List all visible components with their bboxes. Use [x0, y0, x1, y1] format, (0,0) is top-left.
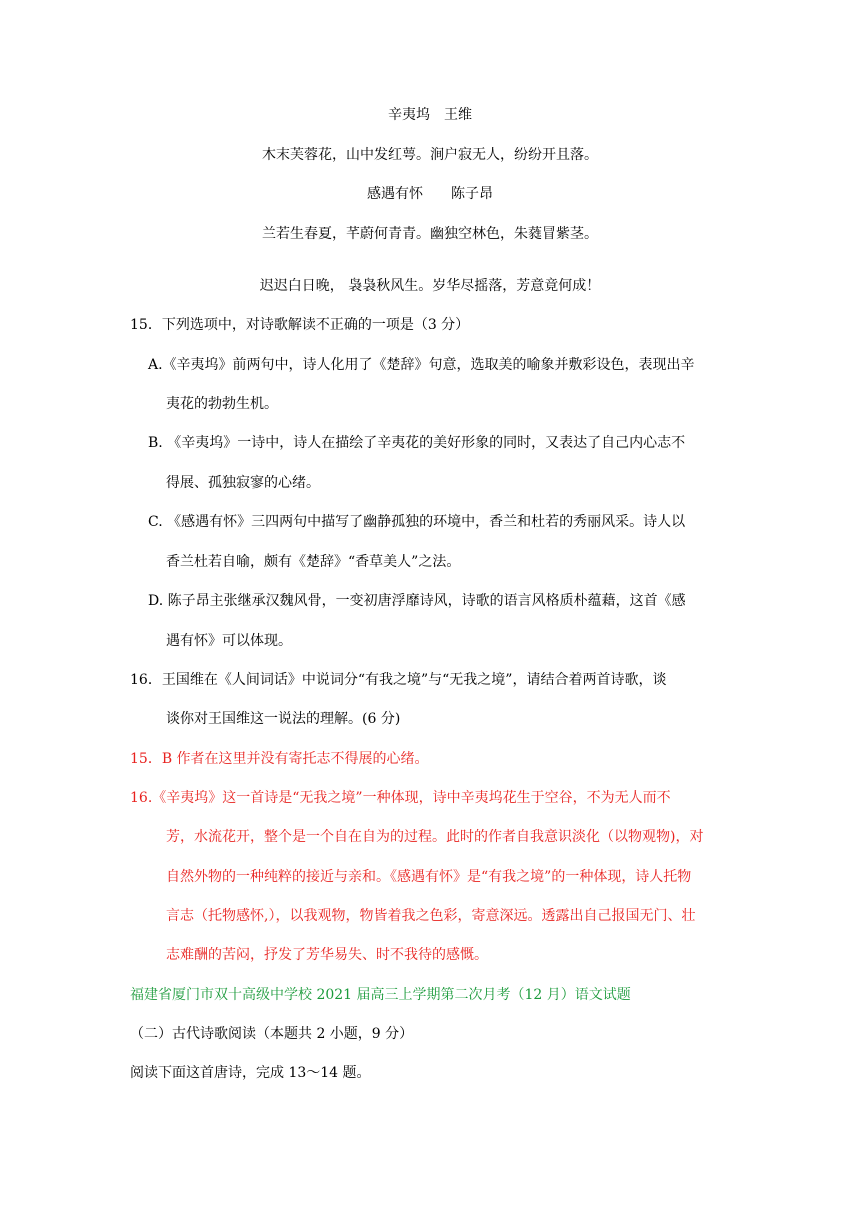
section-heading: （二）古代诗歌阅读（本题共 2 小题，9 分）: [130, 1026, 414, 1042]
reading-instruction: 阅读下面这首唐诗，完成 13～14 题。: [130, 1065, 371, 1081]
q15-option-c-1: C. 《感遇有怀》三四两句中描写了幽静孤独的环境中，香兰和杜若的秀丽风采。诗人以: [148, 514, 686, 530]
source-title: 福建省厦门市双十高级中学校 2021 届高三上学期第二次月考（12 月）语文试题: [130, 987, 631, 1003]
poem2-line1: 兰若生春夏，芊蔚何青青。幽独空林色，朱蕤冒紫茎。: [262, 226, 598, 242]
q15-option-b-2: 得展、孤独寂寥的心绪。: [166, 475, 320, 491]
q15-option-a-2: 夷花的勃勃生机。: [166, 396, 278, 412]
q16-stem-1: 16．王国维在《人间词话》中说词分“有我之境”与“无我之境”，请结合着两首诗歌，谈: [130, 672, 667, 688]
answer-15: 15．B 作者在这里并没有寄托志不得展的心绪。: [130, 751, 429, 767]
answer-16-line-2: 芳，水流花开，整个是一个自在自为的过程。此时的作者自我意识淡化（以物观物)，对: [166, 829, 704, 845]
q16-stem-2: 谈你对王国维这一说法的理解。(6 分): [166, 711, 401, 727]
answer-16-line-5: 志难酬的苦闷，抒发了芳华易失、时不我待的感慨。: [166, 947, 488, 963]
q15-option-d-1: D. 陈子昂主张继承汉魏风骨，一变初唐浮靡诗风，诗歌的语言风格质朴蕴藉，这首《感: [148, 593, 686, 609]
answer-16-line-3: 自然外物的一种纯粹的接近与亲和。《感遇有怀》是“有我之境”的一种体现，诗人托物: [166, 869, 692, 885]
poem1-line: 木末芙蓉花，山中发红萼。涧户寂无人，纷纷开且落。: [262, 147, 598, 163]
q15-option-a-1: A.《辛夷坞》前两句中，诗人化用了《楚辞》句意，选取美的喻象并敷彩设色，表现出辛: [148, 357, 695, 373]
q15-stem: 15．下列选项中，对诗歌解读不正确的一项是（3 分）: [130, 317, 470, 333]
poem2-title: 感遇有怀 陈子昂: [367, 186, 493, 202]
poem2-line2: 迟迟白日晚， 袅袅秋风生。岁华尽摇落，芳意竟何成！: [259, 278, 601, 294]
answer-16-line-1: 16.《辛夷坞》这一首诗是“无我之境”一种体现，诗中辛夷坞花生于空谷，不为无人而不: [130, 790, 671, 806]
q15-option-b-1: B. 《辛夷坞》一诗中，诗人在描绘了辛夷花的美好形象的同时，又表达了自己内心志不: [148, 435, 686, 451]
q15-option-d-2: 遇有怀》可以体现。: [166, 633, 292, 649]
answer-16-line-4: 言志（托物感怀,），以我观物，物皆着我之色彩，寄意深远。透露出自己报国无门、壮: [166, 908, 696, 924]
q15-option-c-2: 香兰杜若自喻，颇有《楚辞》“香草美人”之法。: [166, 554, 461, 570]
poem1-title: 辛夷坞 王维: [388, 107, 472, 123]
